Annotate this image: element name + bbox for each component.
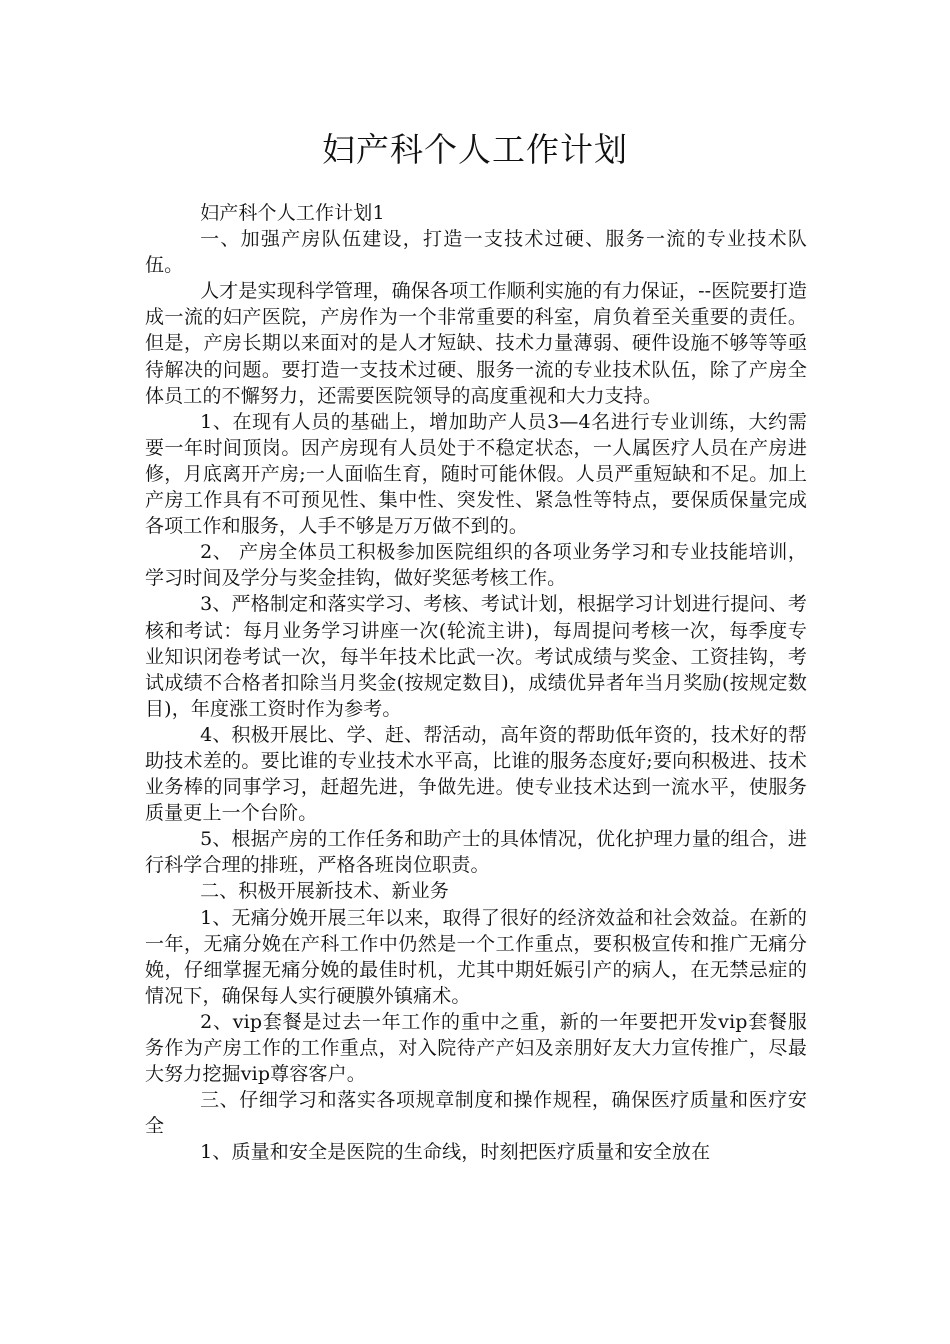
- paragraph-item-1: 1、质量和安全是医院的生命线，时刻把医疗质量和安全放在: [200, 1141, 711, 1164]
- paragraph-item-2: 2、vip套餐是过去一年工作的重中之重，新的一年要把开发vip套餐服务作为产房工作的工作重点，对入院待产产妇及亲朋好友大力宣传推广，尽最大努力挖掘vip尊容客户。: [145, 1010, 807, 1086]
- paragraph-section-1-heading: 一、加强产房队伍建设，打造一支技术过硬、服务一流的专业技术队伍。: [145, 228, 807, 277]
- paragraph-subtitle: 妇产科个人工作计划1: [200, 202, 385, 224]
- paragraph-item-3: 3、严格制定和落实学习、考核、考试计划，根据学习计划进行提问、考核和考试：每月业务学习讲座一次(轮流主讲)，每周提问考核一次，每季度专业知识闭卷考试一次，每半年技术比武一次。考试成绩与奖金、工资挂钩，考试成绩不合格者扣除当月奖金(按规定数目)，成绩优异者年当月奖励(按规定数目)，年度涨工资时作为参考。: [145, 593, 807, 720]
- document-body: [145, 200, 807, 1165]
- paragraph-item-2: 2、 产房全体员工积极参加医院组织的各项业务学习和专业技能培训，学习时间及学分与奖金挂钩，做好奖惩考核工作。: [145, 541, 807, 590]
- paragraph-item-5: 5、根据产房的工作任务和助产士的具体情况，优化护理力量的组合，进行科学合理的排班，严格各班岗位职责。: [145, 828, 807, 877]
- paragraph-section-2-heading: 二、积极开展新技术、新业务: [200, 880, 450, 903]
- paragraph-item-4: 4、积极开展比、学、赶、帮活动，高年资的帮助低年资的，技术好的帮助技术差的。要比谁的专业技术水平高，比谁的服务态度好;要向积极进、技术业务棒的同事学习，赶超先进，争做先进。使专业技术达到一流水平，使服务质量更上一个台阶。: [145, 723, 807, 825]
- paragraph-item-1: 1、在现有人员的基础上，增加助产人员3—4名进行专业训练，大约需要一年时间顶岗。因产房现有人员处于不稳定状态，一人属医疗人员在产房进修，月底离开产房;一人面临生育，随时可能休假。人员严重短缺和不足。加上产房工作具有不可预见性、集中性、突发性、紧急性等特点，要保质保量完成各项工作和服务，人手不够是万万做不到的。: [145, 410, 807, 538]
- document-title: 妇产科个人工作计划: [322, 130, 628, 169]
- paragraph-item-1: 1、无痛分娩开展三年以来，取得了很好的经济效益和社会效益。在新的一年，无痛分娩在产科工作中仍然是一个工作重点，要积极宣传和推广无痛分娩，仔细掌握无痛分娩的最佳时机，尤其中期妊娠引产的病人，在无禁忌症的情况下，确保每人实行硬膜外镇痛术。: [145, 906, 807, 1007]
- paragraph-section-3-heading: 三、仔细学习和落实各项规章制度和操作规程，确保医疗质量和医疗安全: [145, 1089, 807, 1138]
- paragraph: 人才是实现科学管理，确保各项工作顺利实施的有力保证，--医院要打造成一流的妇产医院，产房作为一个非常重要的科室，肩负着至关重要的责任。但是，产房长期以来面对的是人才短缺、技术力量薄弱、硬件设施不够等等亟待解决的问题。要打造一支技术过硬、服务一流的专业技术队伍，除了产房全体员工的不懈努力，还需要医院领导的高度重视和大力支持。: [145, 280, 807, 407]
